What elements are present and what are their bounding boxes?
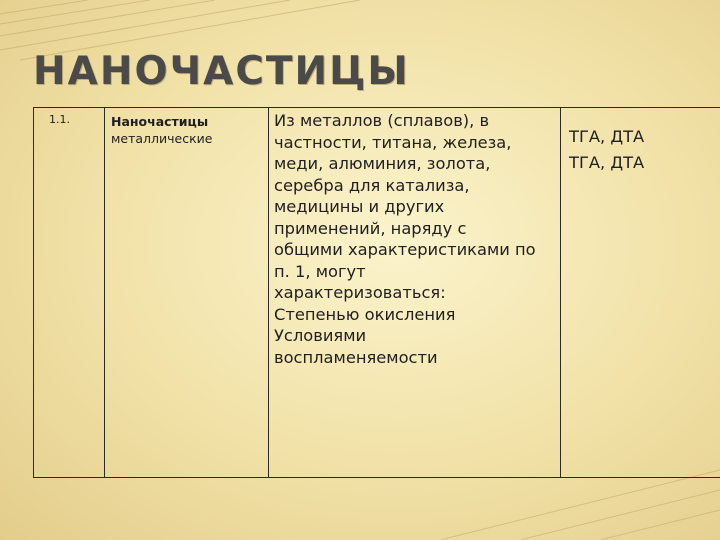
method-line: ТГА, ДТА (569, 127, 645, 146)
row-name-bold: Наночастицы (111, 114, 209, 129)
row-name-sub: металлические (111, 131, 213, 146)
description-line: общими характеристиками по (274, 240, 536, 259)
description-line: применений, наряду с (274, 218, 467, 238)
description-line: Из металлов (сплавов), в (274, 111, 490, 130)
description-line: характеризоваться: (274, 283, 446, 302)
row-methods-cell (561, 108, 720, 478)
description-line: меди, алюминия, золота, (274, 154, 491, 173)
row-name-cell (105, 108, 269, 478)
row-description-cell (269, 108, 561, 478)
description-line: воспламеняемости (274, 347, 438, 367)
slide-title: НАНОЧАСТИЦЫ (33, 49, 410, 94)
description-line: серебра для катализа, (274, 175, 470, 195)
table-row (34, 108, 720, 478)
description-line: медицины и других (274, 197, 445, 216)
method-line: ТГА, ДТА (569, 153, 645, 172)
description-line: Условиями (274, 326, 367, 345)
description-line: п. 1, могут (274, 261, 366, 281)
row-number-cell (34, 108, 105, 478)
row-number: 1.1. (49, 113, 70, 126)
nanoparticles-table (33, 107, 720, 478)
description-line: Степенью окисления (274, 304, 456, 324)
description-line: частности, титана, железа, (274, 132, 512, 152)
